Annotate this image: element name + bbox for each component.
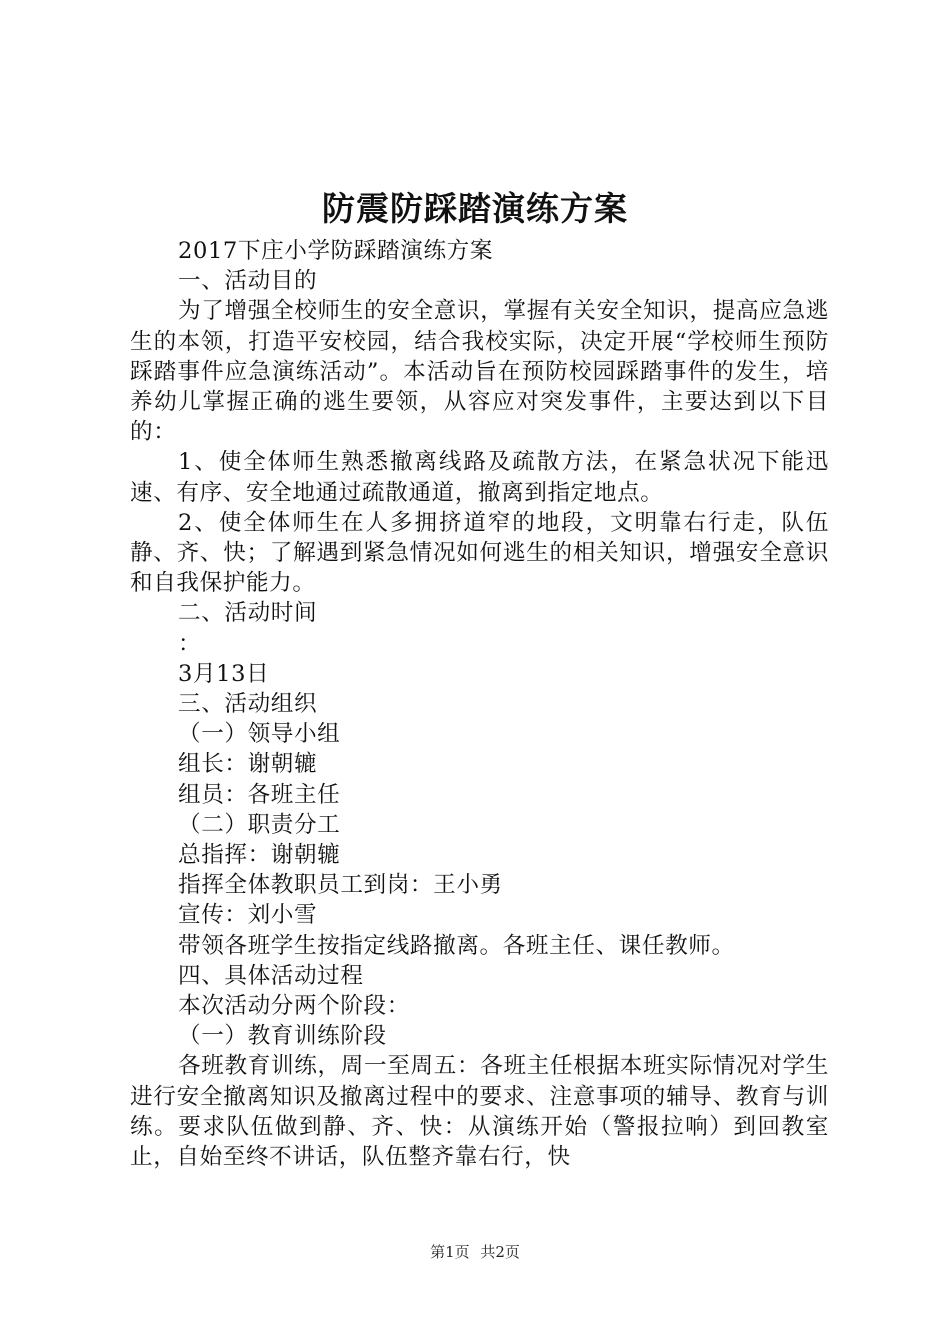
publicity-role: 宣传：刘小雪: [178, 902, 318, 929]
purpose-paragraph: 为了增强全校师生的安全意识，掌握有关安全知识，提高应急逃生的本领，打造平安校园，结合我校实际，决定开展“学校师生预防踩踏事件应急演练活动”。本活动旨在预防校园踩踏事件的发生，培养幼儿掌握正确的逃生要领，从容应对突发事件，主要达到以下目的：: [130, 298, 829, 446]
document-body: [130, 236, 829, 1172]
section-heading-organization: 三、活动组织: [178, 691, 318, 718]
team-members: 组员：各班主任: [178, 781, 341, 808]
document-title: 防震防踩踏演练方案: [322, 189, 628, 228]
page-footer: [0, 1242, 950, 1262]
goal-item-1: 1、使全体师生熟悉撤离线路及疏散方法，在紧急状况下能迅速、有序、安全地通过疏散通道，撤离到指定地点。: [130, 449, 829, 506]
page-total: 共2页: [480, 1243, 520, 1261]
lead-students-role: 带领各班学生按指定线路撤离。各班主任、课任教师。: [178, 932, 735, 959]
subheading-duties: （二）职责分工: [178, 811, 341, 838]
page-number: 第1页: [430, 1243, 470, 1261]
time-colon: ：: [178, 630, 202, 657]
document-subtitle: 2017下庄小学防踩踏演练方案: [178, 238, 494, 264]
section-heading-purpose: 一、活动目的: [178, 268, 318, 295]
subheading-training-stage: （一）教育训练阶段: [178, 1023, 387, 1050]
section-heading-time: 二、活动时间: [178, 600, 318, 627]
activity-date: 3月13日: [178, 660, 270, 687]
training-stage-paragraph: 各班教育训练，周一至周五：各班主任根据本班实际情况对学生进行安全撤离知识及撤离过程中的要求、注意事项的辅导、教育与训练。要求队伍做到静、齐、快：从演练开始（警报拉响）到回教室止，自始至终不讲话，队伍整齐靠右行，快: [130, 1053, 829, 1171]
stages-intro: 本次活动分两个阶段：: [178, 993, 410, 1020]
section-heading-process: 四、具体活动过程: [178, 962, 364, 989]
subheading-leadership: （一）领导小组: [178, 721, 341, 748]
goal-item-2: 2、使全体师生在人多拥挤道窄的地段，文明靠右行走，队伍静、齐、快；了解遇到紧急情况如何逃生的相关知识，增强安全意识和自我保护能力。: [130, 509, 829, 597]
team-leader: 组长：谢朝辘: [178, 751, 318, 778]
chief-commander: 总指挥：谢朝辘: [178, 842, 341, 869]
staff-commander: 指挥全体教职员工到岗：王小勇: [178, 872, 503, 899]
